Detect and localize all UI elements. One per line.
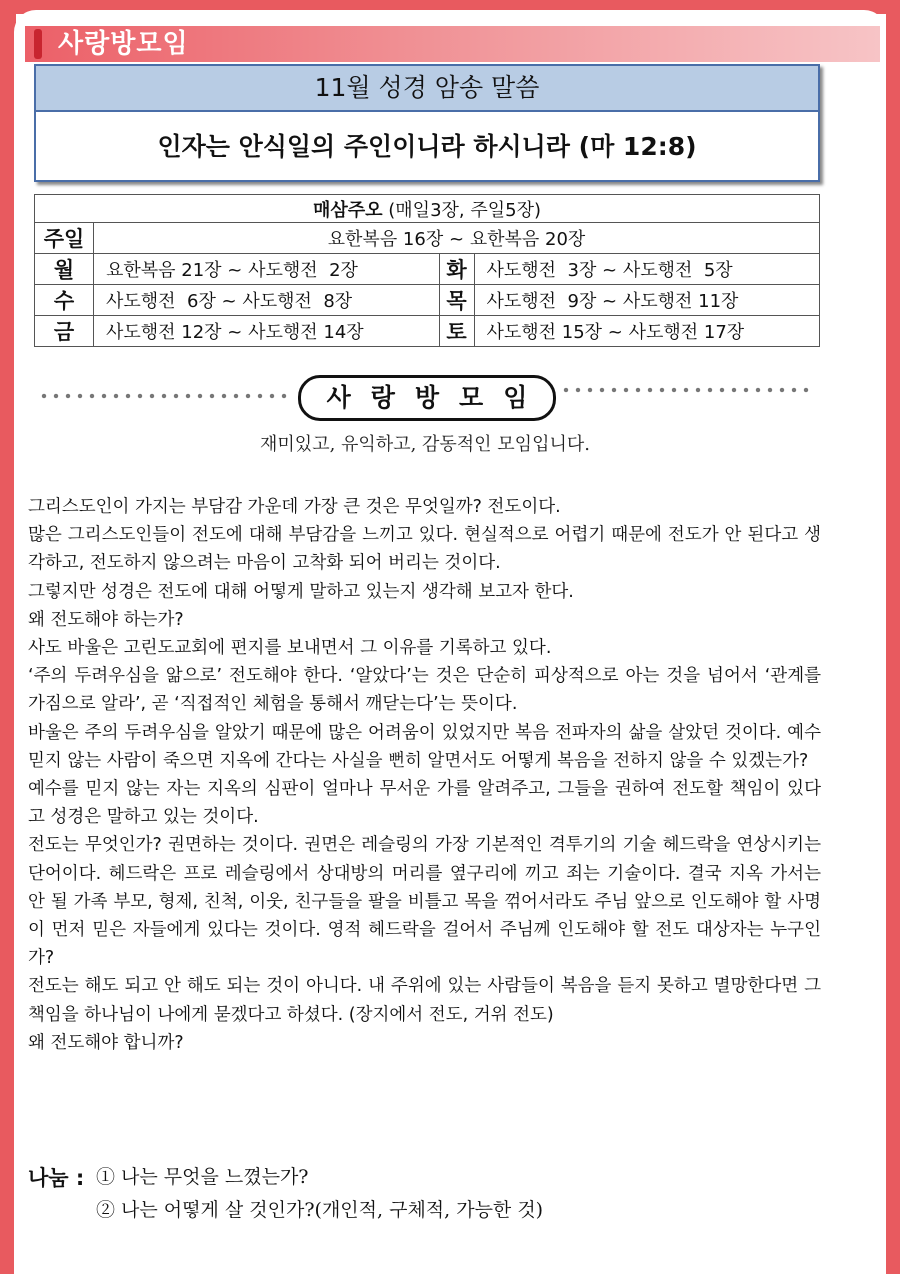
memory-verse-box xyxy=(34,64,820,182)
schedule-caption-bold: 매삼주오 xyxy=(312,199,383,221)
reading-range: 사도행전 9장 ~ 사도행전 11장 xyxy=(474,285,820,316)
reading-range-sunday: 요한복음 16장 ~ 요한복음 20장 xyxy=(94,223,820,254)
paragraph: 많은 그리스도인들이 전도에 대해 부담감을 느끼고 있다. 현실적으로 어렵기 때문에 전도가 안 된다고 생각하고, 전도하지 않으려는 마음이 고착화 되어 버리는 것이다. xyxy=(28,525,821,574)
paragraph: 바울은 주의 두려우심을 알았기 때문에 많은 어려움이 있었지만 복음 전파자의 삶을 살았던 것이다. 예수 믿지 않는 사람이 죽으면 지옥에 간다는 사실을 뻔히 알면서도 어떻게 복음을 전하지 않을 수 있겠는가? xyxy=(28,722,821,771)
reading-schedule-table xyxy=(34,194,820,347)
paragraph: 예수를 믿지 않는 자는 지옥의 심판이 얼마나 무서운 가를 알려주고, 그들을 권하여 전도할 책임이 있다고 성경은 말하고 있는 것이다. xyxy=(28,779,821,828)
day-label: 수 xyxy=(35,285,94,316)
section-title: 사랑방모임 xyxy=(58,29,189,59)
day-label: 목 xyxy=(439,285,474,316)
dotted-divider-right xyxy=(560,387,812,393)
dotted-divider-left xyxy=(38,393,293,399)
meeting-subtitle: 재미있고, 유익하고, 감동적인 모임입니다. xyxy=(260,434,590,455)
day-label-sunday: 주일 xyxy=(35,223,94,254)
memory-verse-heading: 11월 성경 암송 말씀 xyxy=(36,66,818,112)
schedule-row xyxy=(35,316,820,347)
sharing-question-1: ① 나는 무엇을 느꼈는가? xyxy=(96,1166,309,1188)
sharing-label: 나눔 : xyxy=(28,1166,85,1190)
paragraph: 그리스도인이 가지는 부담감 가운데 가장 큰 것은 무엇일까? 전도이다. xyxy=(28,497,561,517)
meeting-title-pill: 사랑방모임 xyxy=(298,375,556,421)
day-label: 토 xyxy=(439,316,474,347)
schedule-caption-rest: (매일3장, 주일5장) xyxy=(382,199,541,221)
banner-accent-mark xyxy=(34,29,42,59)
paragraph: 왜 전도해야 하는가? xyxy=(28,609,184,630)
schedule-caption xyxy=(35,195,820,223)
page-frame-right xyxy=(886,0,900,1274)
paragraph: 전도는 해도 되고 안 해도 되는 것이 아니다. 내 주위에 있는 사람들이 복음을 듣지 못하고 멸망한다면 그 책임을 하나님이 나에게 묻겠다고 하셨다. (장지에서 전도, 거위 전도) xyxy=(28,976,821,1025)
reading-range: 사도행전 6장 ~ 사도행전 8장 xyxy=(94,285,440,316)
reading-range: 요한복음 21장 ~ 사도행전 2장 xyxy=(94,254,440,285)
paragraph: 사도 바울은 고린도교회에 편지를 보내면서 그 이유를 기록하고 있다. xyxy=(28,638,552,659)
reading-range: 사도행전 3장 ~ 사도행전 5장 xyxy=(474,254,820,285)
day-label: 화 xyxy=(439,254,474,285)
article-body xyxy=(28,493,821,1057)
schedule-row xyxy=(35,254,820,285)
sharing-question-2: ② 나는 어떻게 살 것인가?(개인적, 구체적, 가능한 것) xyxy=(96,1199,544,1221)
schedule-caption-row xyxy=(35,195,820,223)
reading-range: 사도행전 15장 ~ 사도행전 17장 xyxy=(474,316,820,347)
paragraph: 왜 전도해야 합니까? xyxy=(28,1032,184,1053)
paragraph: 그렇지만 성경은 전도에 대해 어떻게 말하고 있는지 생각해 보고자 한다. xyxy=(28,581,574,602)
paragraph: ‘주의 두려우심을 앎으로’ 전도해야 한다. ‘알았다’는 것은 단순히 피상적으로 아는 것을 넘어서 ‘관계를 가짐으로 알라’, 곧 ‘직접적인 체험을 통해서 깨닫는다’는 뜻이다. xyxy=(28,666,821,715)
memory-verse-text: 인자는 안식일의 주인이니라 하시니라 (마 12:8) xyxy=(157,132,697,161)
reading-range: 사도행전 12장 ~ 사도행전 14장 xyxy=(94,316,440,347)
paragraph: 전도는 무엇인가? 권면하는 것이다. 권면은 레슬링의 가장 기본적인 격투기의 기술 헤드락을 연상시키는 단어이다. 헤드락은 프로 레슬링에서 상대방의 머리를 옆구리에 끼고 죄는 기술이다. 결국 지옥 가서는 안 될 가족 부모, 형제, 친척, 이웃, 친구들을 팔을 비틀고 목을 꺾어서라도 주님 앞으로 인도해야 할 사명이 먼저 믿은 자들에게 있다는 것이다. 영적 헤드락을 걸어서 주님께 인도해야 할 전도 대상자는 누구인가? xyxy=(28,835,821,969)
schedule-row xyxy=(35,285,820,316)
schedule-row-sunday xyxy=(35,223,820,254)
day-label: 월 xyxy=(35,254,94,285)
day-label: 금 xyxy=(35,316,94,347)
